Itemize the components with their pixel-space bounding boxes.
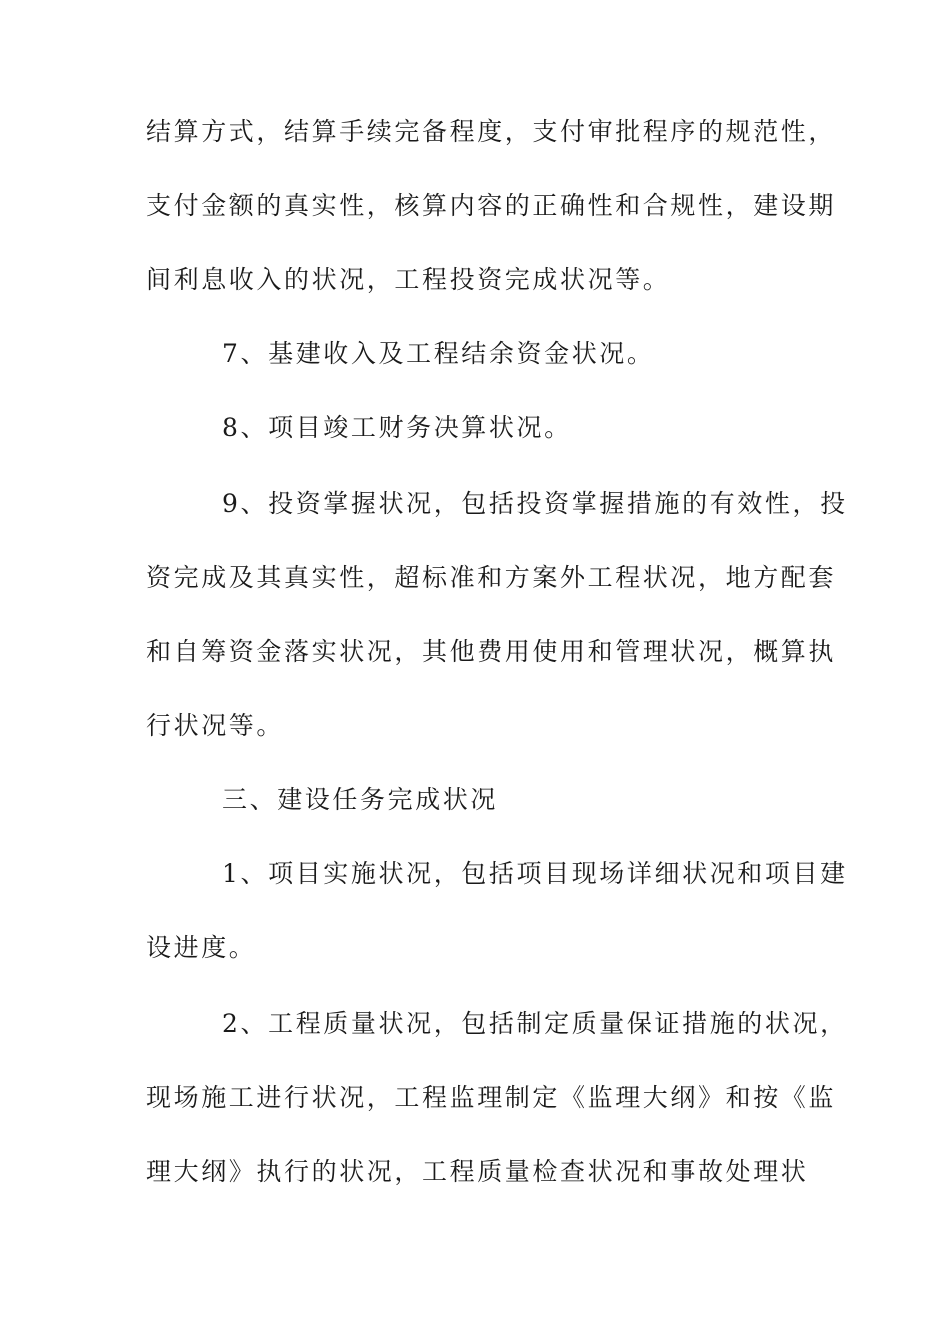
text-line: 行状况等。 — [146, 711, 285, 740]
text-line: 资完成及其真实性，超标准和方案外工程状况，地方配套 — [146, 563, 837, 592]
list-item-2: 2、工程质量状况，包括制定质量保证措施的状况， — [222, 1009, 848, 1038]
list-item-7: 7、基建收入及工程结余资金状况。 — [222, 339, 655, 368]
text-line: 理大纲》执行的状况，工程质量检查状况和事故处理状 — [146, 1157, 809, 1186]
text-line: 间利息收入的状况，工程投资完成状况等。 — [146, 265, 671, 294]
text-line: 现场施工进行状况，工程监理制定《监理大纲》和按《监 — [146, 1083, 837, 1112]
list-item-9: 9、投资掌握状况，包括投资掌握措施的有效性，投 — [222, 489, 848, 518]
text-line: 结算方式，结算手续完备程度，支付审批程序的规范性， — [146, 117, 837, 146]
text-line: 设进度。 — [146, 933, 257, 962]
text-line: 和自筹资金落实状况，其他费用使用和管理状况，概算执 — [146, 637, 837, 666]
text-line: 支付金额的真实性，核算内容的正确性和合规性，建设期 — [146, 191, 837, 220]
section-heading: 三、建设任务完成状况 — [222, 785, 499, 814]
list-item-8: 8、项目竣工财务决算状况。 — [222, 413, 572, 442]
list-item-1: 1、项目实施状况，包括项目现场详细状况和项目建 — [222, 859, 848, 888]
